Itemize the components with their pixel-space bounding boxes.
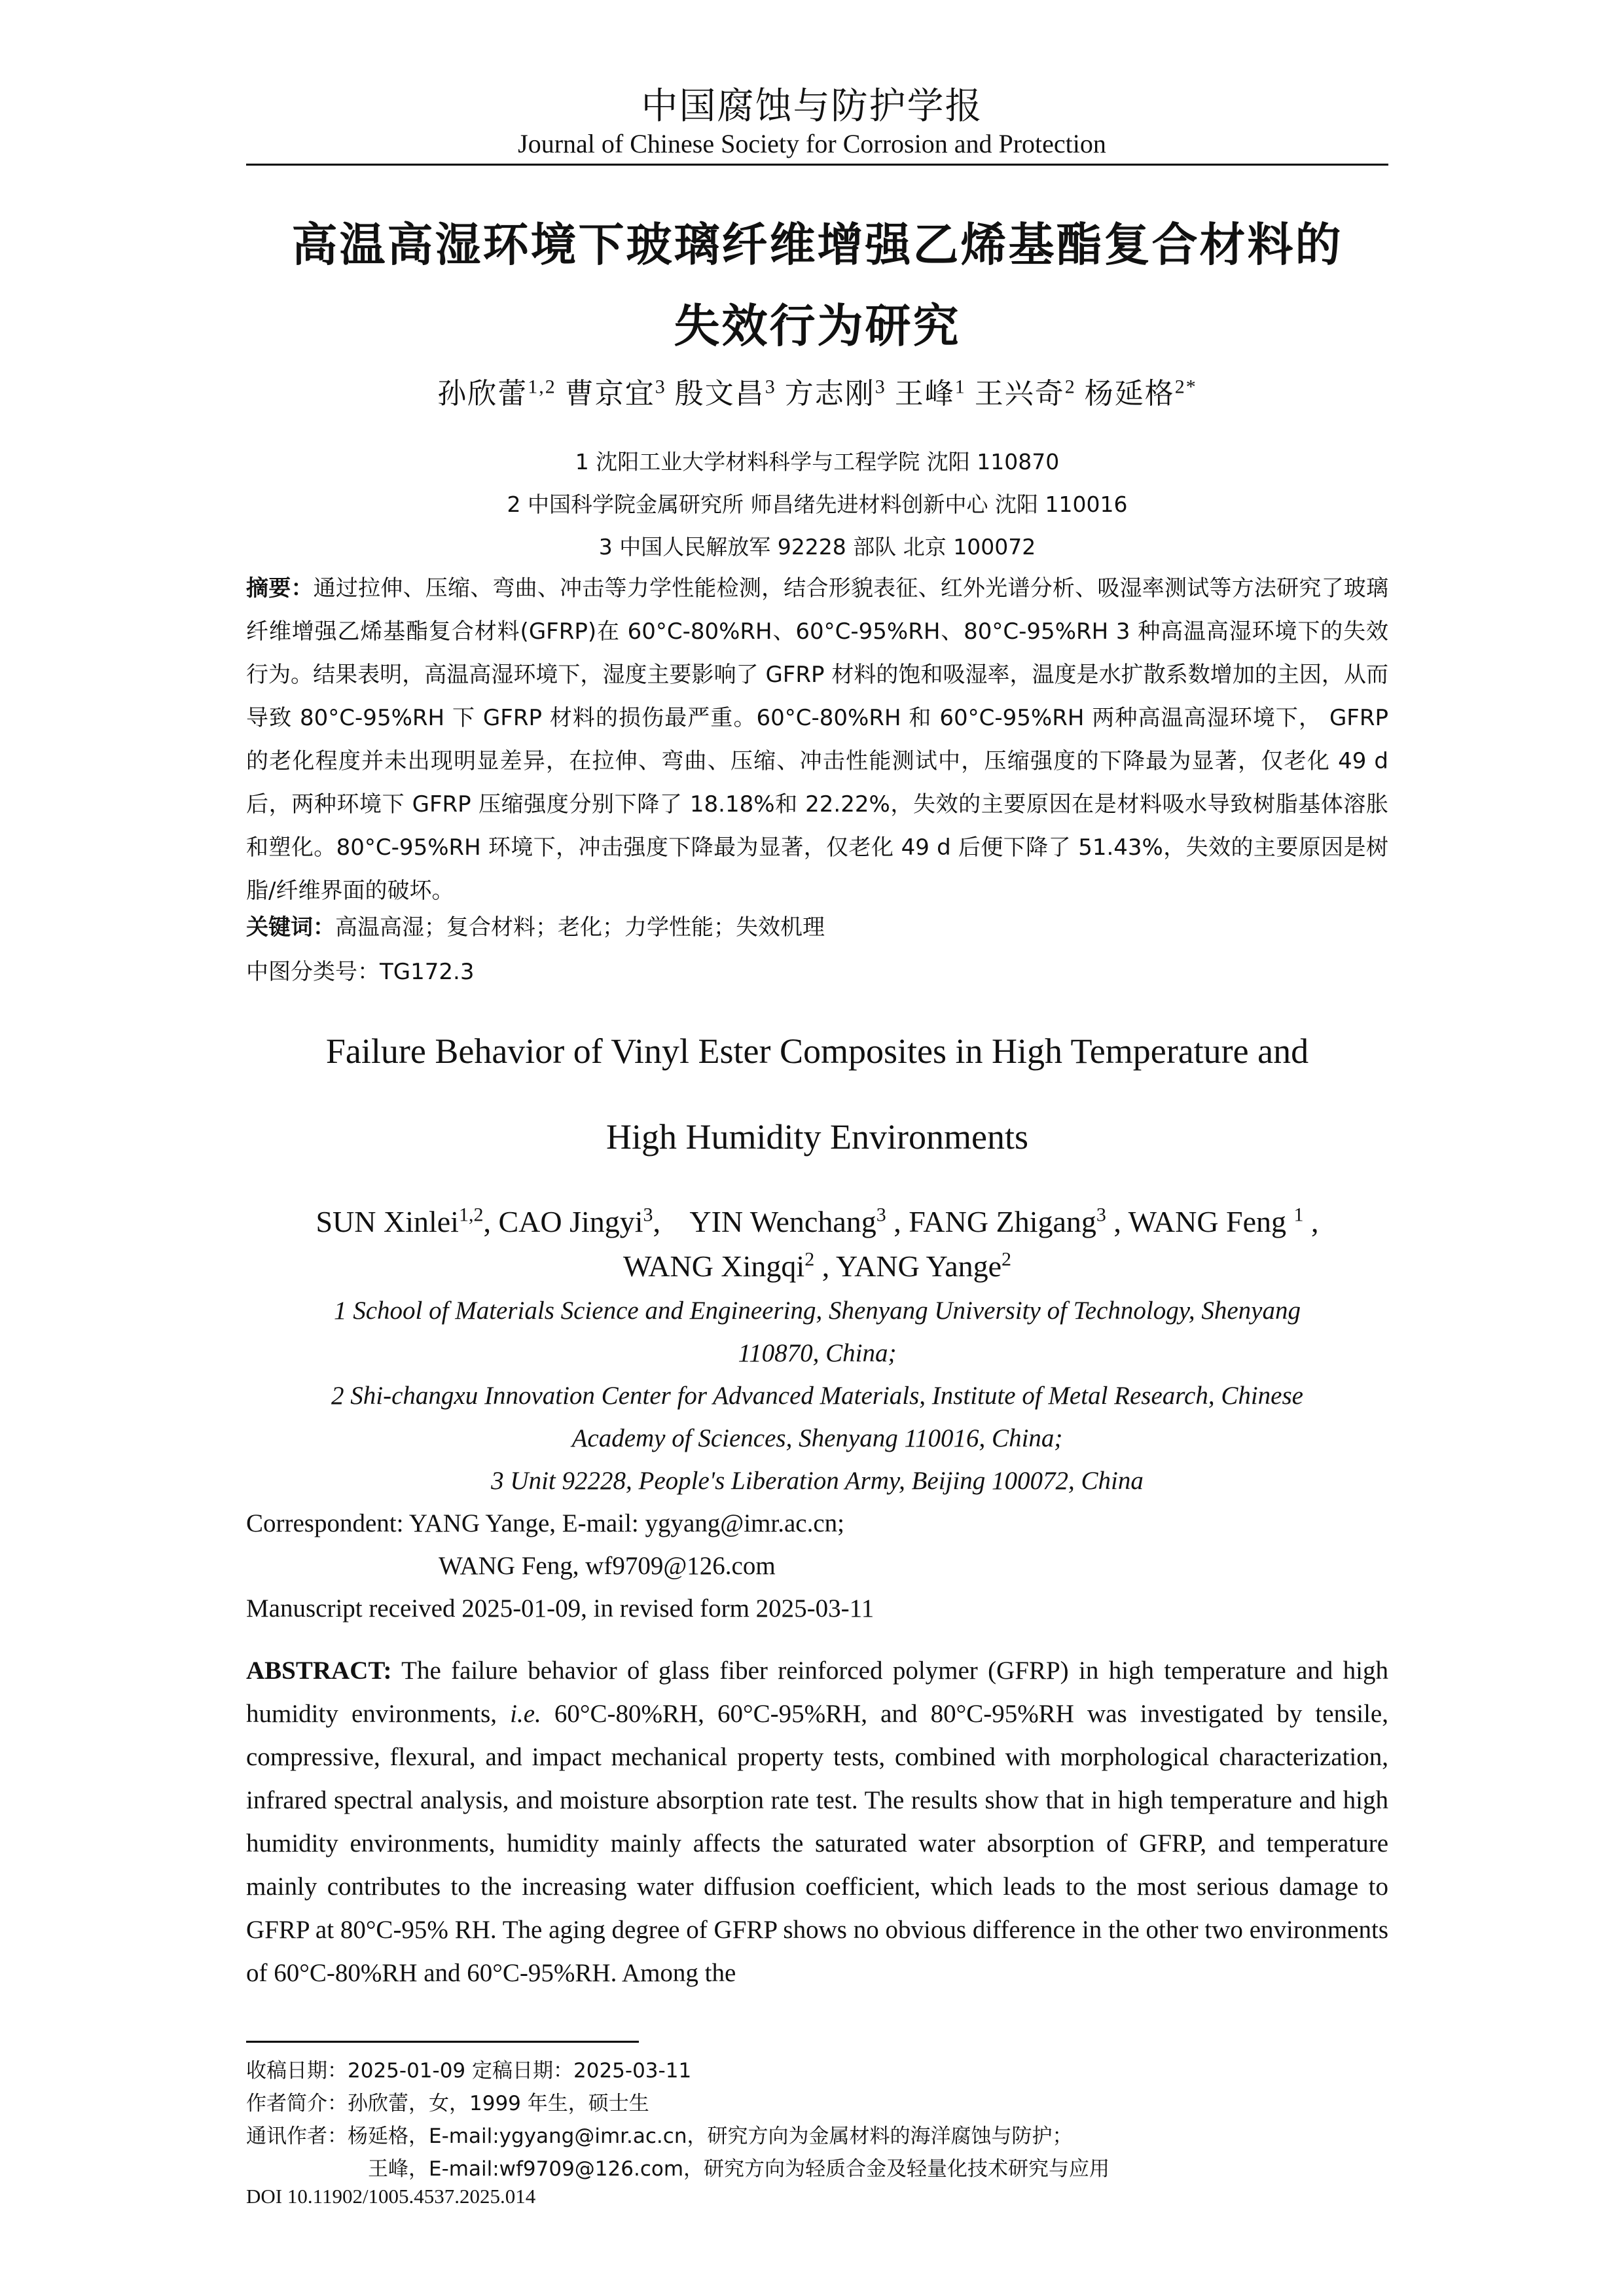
author-en: YIN Wenchang$^3$ , [689,1204,909,1239]
abstract-en-text-b: 60°C-80%RH, 60°C-95%RH, and 80°C-95%RH was investigated by tensile, compressive, flexural, and impact mechanical property tests, combined with morphological characterization, infrared spectral analysis, and moisture absorption rate test. The results show that in high temperature and high humidity environments, humidity mainly affects the saturated water absorption of GFRP, and temperature mainly contributes to the increasing water diffusion coefficient, which leads to the most serious damage to GFRP at 80°C-95% RH. The aging degree of GFRP shows no obvious difference in the other two environments of 60°C-80%RH and 60°C-95%RH. Among the [246,1700,1388,1987]
abstract-en-label: ABSTRACT: [246,1657,392,1685]
footnote-author-intro: 作者简介：孙欣蕾，女，1999 年生，硕士生 [246,2092,649,2115]
footnote-correspondent-1: 通讯作者：杨延格，E-mail:ygyang@imr.ac.cn，研究方向为金属材料的海洋腐蚀与防护； [246,2125,1073,2148]
footnote-rule [246,2041,639,2043]
abstract-en-text-a: The failure behavior of glass fiber reinforced polymer (GFRP) in high temperature and high humidity environments, [246,1657,1388,1728]
author-cn: 杨延格$^{2*}$ [1084,376,1197,410]
author-en: WANG Xingqi$^2$ , [623,1249,837,1283]
abstract-cn [246,567,1388,912]
author-cn: 孙欣蕾$^{1,2}$ [437,376,556,410]
footnote-correspondent-2: 王峰，E-mail:wf9709@126.com，研究方向为轻质合金及轻量化技术研究与应用 [368,2157,1110,2181]
paper-title-cn-line2: 失效行为研究 [674,299,961,353]
keywords-cn-text: 高温高湿；复合材料；老化；力学性能；失效机理 [335,914,825,941]
author-en: YANG Yange$^2$ [836,1249,1012,1283]
affiliation-cn-3: 3 中国人民解放军 92228 部队 北京 100072 [598,534,1036,560]
journal-title-cn: 中国腐蚀与防护学报 [641,85,983,128]
author-en: WANG Feng $^1$ , [1128,1204,1319,1239]
authors-cn [246,370,1388,412]
author-cn: 王兴奇$^2$ [974,376,1076,410]
author-en: SUN Xinlei$^{1,2}$, [316,1204,499,1239]
affiliation-cn-2: 2 中国科学院金属研究所 师昌绪先进材料创新中心 沈阳 110016 [507,492,1128,517]
author-en: FANG Zhigang$^3$ , [909,1204,1128,1239]
classification-number: 中图分类号：TG172.3 [246,959,475,985]
authors-en-line2 [246,1249,1388,1283]
keywords-cn [246,909,1388,941]
abstract-cn-label: 摘要： [246,575,314,601]
affiliation-en-2b: Academy of Sciences, Shenyang 110016, China; [571,1424,1063,1452]
affiliation-en-3: 3 Unit 92228, People's Liberation Army, Beijing 100072, China [491,1467,1144,1495]
author-cn: 王峰$^1$ [894,376,966,410]
header-rule [246,164,1388,166]
affiliation-en-1b: 110870, China; [738,1339,897,1367]
author-en: CAO Jingyi$^3$, [498,1204,690,1239]
author-cn: 殷文昌$^3$ [674,376,776,410]
paper-title-en-line1: Failure Behavior of Vinyl Ester Composites in High Temperature and [325,1031,1309,1071]
journal-title-en: Journal of Chinese Society for Corrosion and Protection [518,129,1106,158]
author-cn: 曹京宜$^3$ [564,376,666,410]
paper-title-cn-line1: 高温高湿环境下玻璃纤维增强乙烯基酯复合材料的 [291,218,1343,272]
author-cn: 方志刚$^3$ [784,376,886,410]
authors-en-line1 [246,1204,1388,1239]
correspondent-line1: Correspondent: YANG Yange, E-mail: ygyang@imr.ac.cn; [246,1509,844,1537]
affiliation-cn-1: 1 沈阳工业大学材料科学与工程学院 沈阳 110870 [575,449,1060,475]
abstract-cn-text: 通过拉伸、压缩、弯曲、冲击等力学性能检测，结合形貌表征、红外光谱分析、吸湿率测试等方法研究了玻璃纤维增强乙烯基酯复合材料(GFRP)在 60°C-80%RH、60°C-95%RH、80°C-95%RH 3 种高温高湿环境下的失效行为。结果表明，高温高湿环境下，湿度主要影响了 GFRP 材料的饱和吸湿率，温度是水扩散系数增加的主因，从而导致 80°C-95%RH 下 GFRP 材料的损伤最严重。60°C-80%RH 和 60°C-95%RH 两种高温高湿环境下， GFRP 的老化程度并未出现明显差异，在拉伸、弯曲、压缩、冲击性能测试中，压缩强度的下降最为显著，仅老化 49 d 后，两种环境下 GFRP 压缩强度分别下降了 18.18%和 22.22%，失效的主要原因在是材料吸水导致树脂基体溶胀和塑化。80°C-95%RH 环境下，冲击强度下降最为显著，仅老化 49 d 后便下降了 51.43%，失效的主要原因是树脂/纤维界面的破坏。 [246,575,1389,904]
affiliation-en-2a: 2 Shi-changxu Innovation Center for Advanced Materials, Institute of Metal Research, Chinese [331,1382,1303,1410]
abstract-en [246,1649,1388,1995]
footnote-doi: DOI 10.11902/1005.4537.2025.014 [246,2185,536,2208]
keywords-cn-label: 关键词： [246,914,335,941]
paper-title-en-line2: High Humidity Environments [606,1117,1028,1157]
affiliation-en-1a: 1 School of Materials Science and Engineering, Shenyang University of Technology, Shenyang [333,1297,1301,1325]
correspondent-line2: WANG Feng, wf9709@126.com [439,1552,776,1580]
manuscript-dates: Manuscript received 2025-01-09, in revised form 2025-03-11 [246,1594,875,1623]
footnote-received: 收稿日期：2025-01-09 定稿日期：2025-03-11 [246,2059,692,2083]
abstract-en-ie: i.e. [510,1700,541,1728]
